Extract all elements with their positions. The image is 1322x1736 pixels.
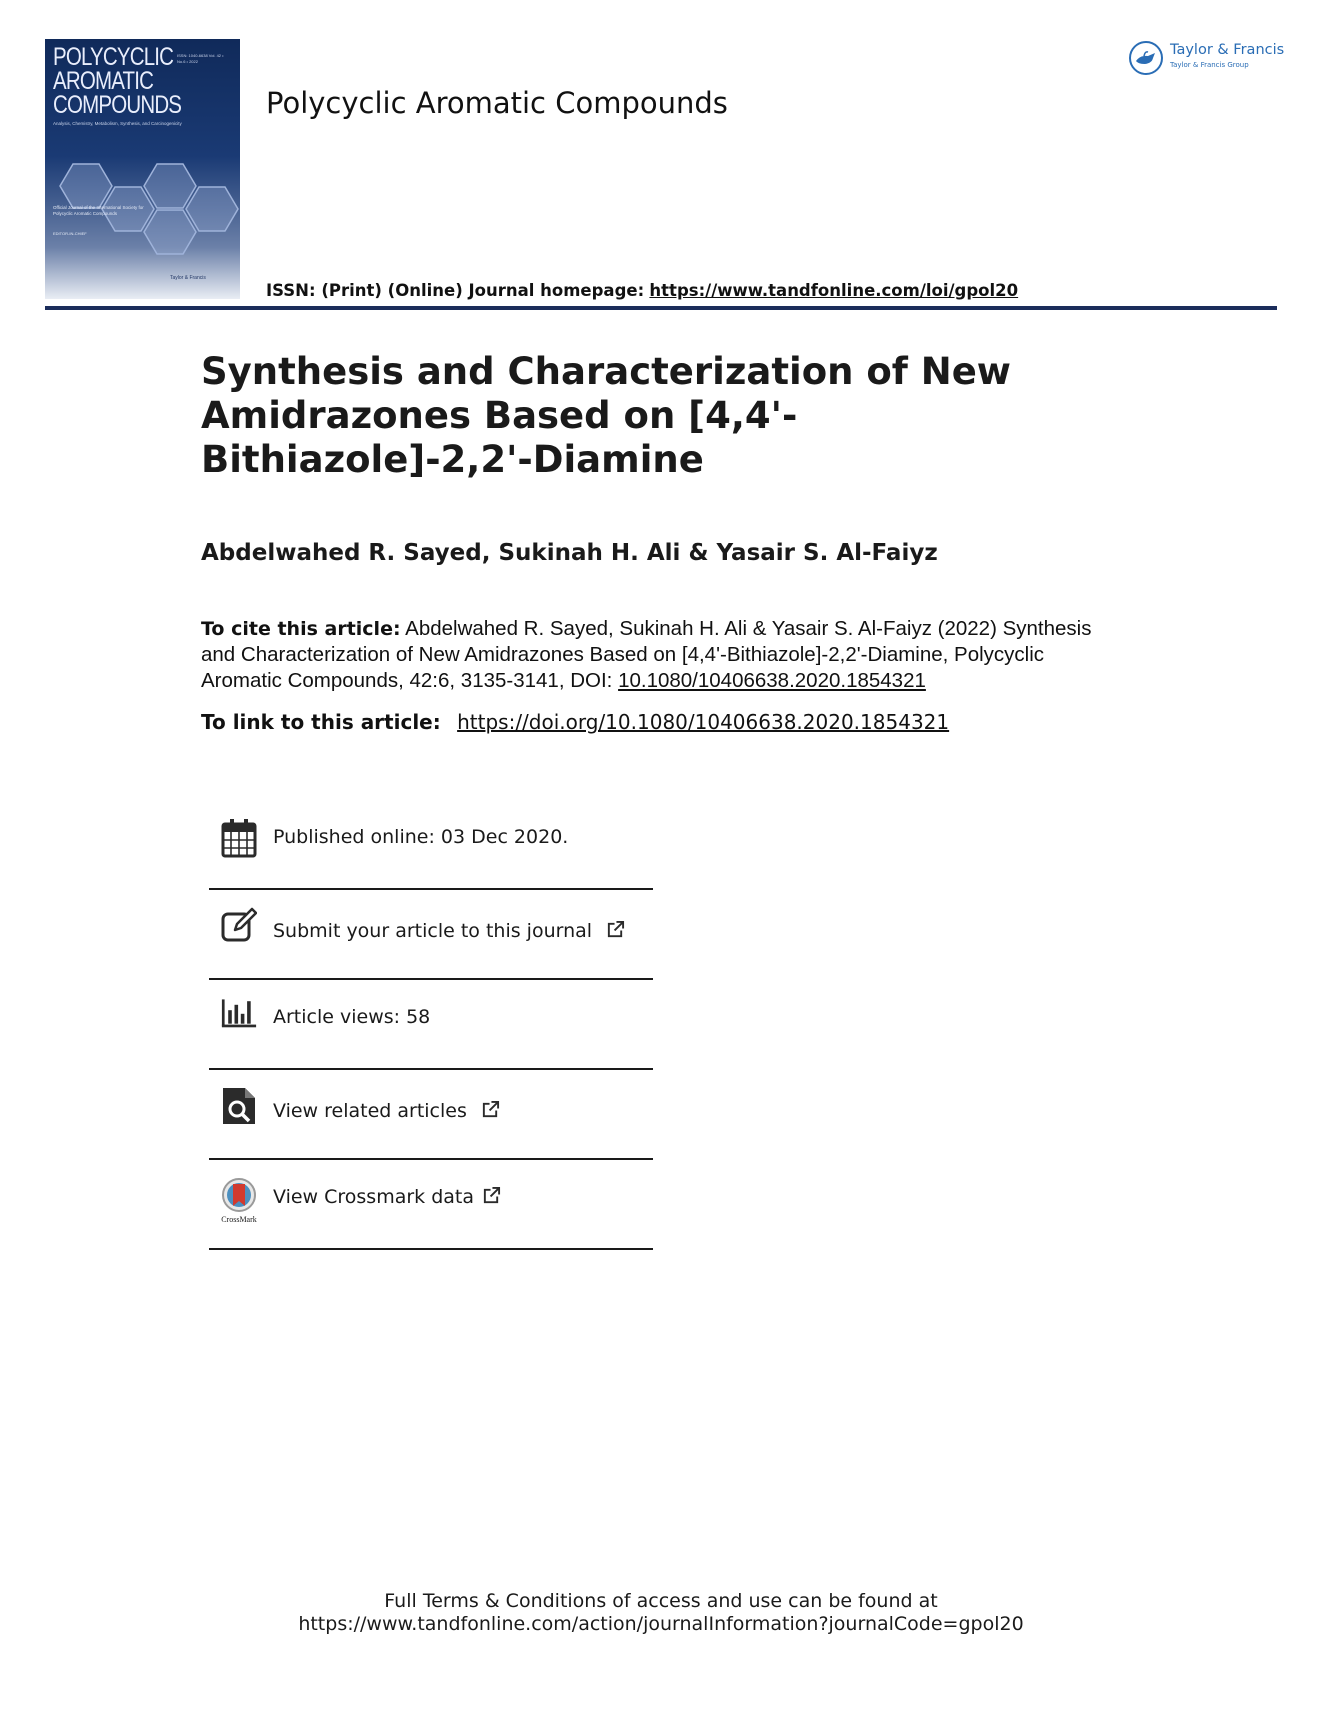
journal-homepage-link[interactable]: https://www.tandfonline.com/loi/gpol20: [649, 281, 1019, 300]
views-row: [209, 980, 653, 1069]
cover-title-line: COMPOUNDS: [53, 91, 182, 119]
issn-label: ISSN: (Print) (Online) Journal homepage:: [266, 281, 645, 300]
related-articles-link[interactable]: View related articles: [273, 1100, 467, 1122]
crossmark-data-link[interactable]: View Crossmark data: [273, 1186, 475, 1208]
hexagon-graphic: [45, 134, 240, 264]
cover-meta: ISSN: 1040-6638 Vol. 42 • No.6 • 2022: [177, 53, 224, 64]
edit-icon: [221, 904, 257, 944]
article-authors: Abdelwahed R. Sayed, Sukinah H. Ali & Yasair S. Al-Faiyz: [201, 540, 938, 566]
citation-label: To cite this article:: [201, 618, 401, 640]
cover-title-line: POLYCYCLIC: [53, 43, 174, 71]
header-divider: [45, 306, 1277, 310]
terms-footer: [0, 1590, 1322, 1636]
published-date: Published online: 03 Dec 2020.: [273, 826, 569, 848]
publisher-name: Taylor & Francis: [1170, 42, 1285, 58]
taylor-francis-logo[interactable]: [1128, 40, 1285, 76]
article-link-row: [201, 710, 949, 734]
publisher-group: Taylor & Francis Group: [1170, 61, 1249, 69]
citation-text: Abdelwahed R. Sayed, Sukinah H. Ali & Yasair S. Al-Faiyz (2022) Synthesis and Characterization of New Amidrazones Based on [4,4'-Bithiazole]-2,2'-Diamine, Polycyclic Aromatic Compounds, 42:6, 3135-3141, DOI:: [201, 617, 1092, 692]
external-link-icon: [481, 1100, 500, 1119]
related-row[interactable]: [209, 1070, 653, 1159]
document-search-icon: [221, 1086, 257, 1126]
article-views: Article views: 58: [273, 1006, 431, 1028]
journal-cover-image: [45, 39, 240, 299]
terms-url-link[interactable]: https://www.tandfonline.com/action/journalInformation?journalCode=gpol20: [298, 1613, 1024, 1635]
cover-official-text: Official Journal of the International Society for Polycyclic Aromatic Compounds: [53, 205, 144, 216]
submit-article-link[interactable]: Submit your article to this journal: [273, 920, 593, 942]
terms-line: Full Terms & Conditions of access and use can be found at: [384, 1590, 938, 1612]
issn-line: [266, 281, 1018, 300]
link-label: To link to this article:: [201, 710, 441, 734]
teapot-lamp-icon: [1128, 40, 1164, 76]
article-doi-link[interactable]: https://doi.org/10.1080/10406638.2020.1854321: [457, 710, 950, 734]
journal-name[interactable]: Polycyclic Aromatic Compounds: [266, 86, 728, 120]
calendar-icon: [221, 818, 257, 858]
cover-title-line: AROMATIC: [53, 67, 154, 95]
crossmark-icon: [219, 1178, 259, 1212]
crossmark-logo: [219, 1178, 259, 1222]
submit-row[interactable]: [209, 890, 653, 979]
cover-subtitle: Analysis, Chemistry, Metabolism, Synthesis, and Carcinogenicity: [53, 121, 182, 126]
citation-doi-link[interactable]: 10.1080/10406638.2020.1854321: [618, 669, 926, 692]
cover-editor: EDITOR-IN-CHIEF: [53, 231, 87, 236]
row-divider: [209, 1248, 653, 1250]
crossmark-row[interactable]: [209, 1160, 653, 1249]
bar-chart-icon: [221, 992, 257, 1032]
cover-publisher: Taylor & Francis: [170, 275, 206, 281]
article-title: Synthesis and Characterization of New Amidrazones Based on [4,4'-Bithiazole]-2,2'-Diamine: [201, 350, 1011, 481]
external-link-icon: [482, 1186, 501, 1205]
published-row: [209, 800, 653, 889]
external-link-icon: [606, 920, 625, 939]
citation-block: [201, 616, 1121, 694]
crossmark-logo-text: CrossMark: [221, 1215, 257, 1224]
